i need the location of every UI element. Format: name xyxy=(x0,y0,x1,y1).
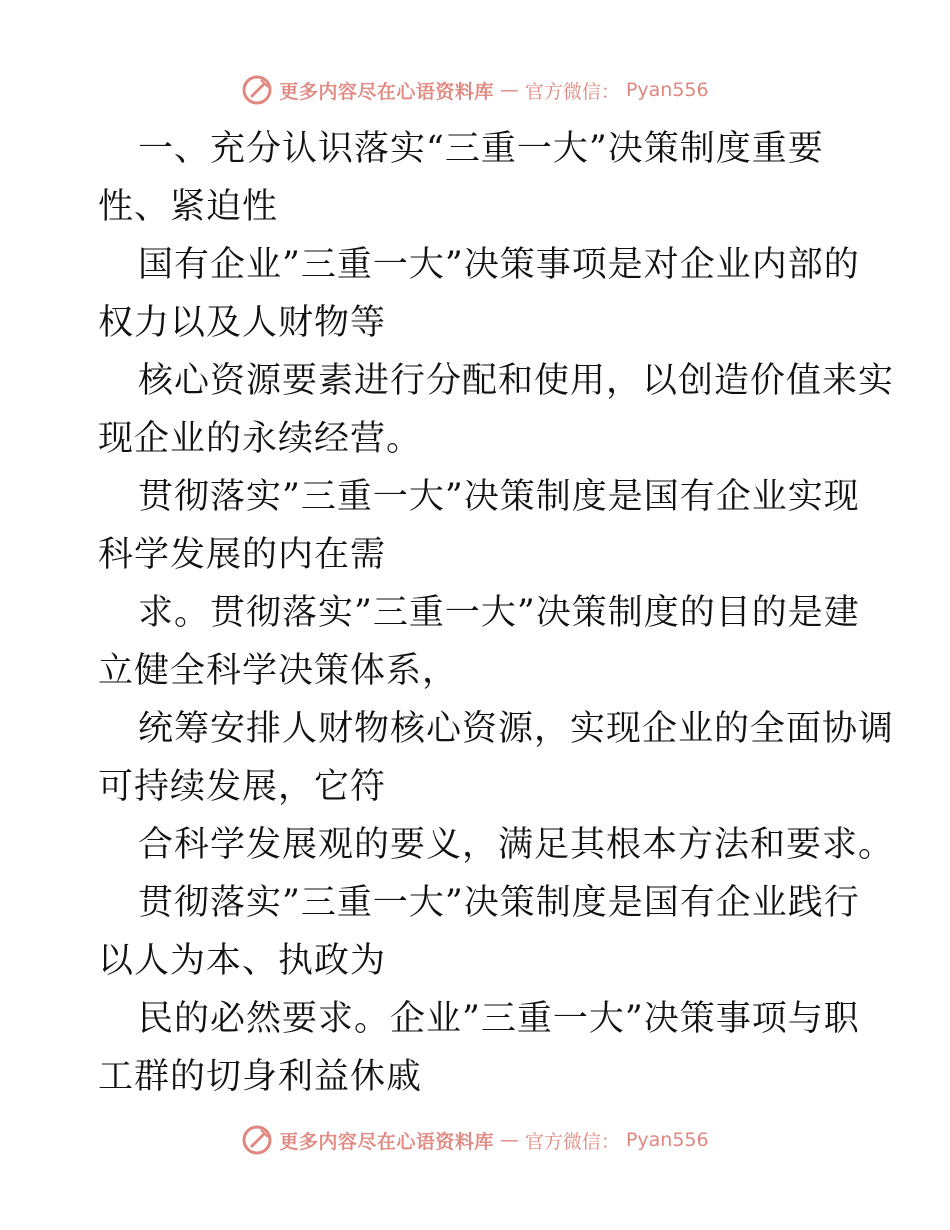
text-line: 立健全科学决策体系， xyxy=(98,651,459,691)
text-line: 合科学发展观的要义，满足其根本方法和要求。 xyxy=(138,825,895,865)
text-line: 统筹安排人财物核心资源，实现企业的全面协调 xyxy=(138,709,895,749)
banner-text: 更多内容尽在心语资料库 xyxy=(279,80,494,103)
text-line: 求。贯彻落实”三重一大”决策制度的目的是建 xyxy=(138,593,860,633)
wechat-id: Pyan556 xyxy=(625,1129,709,1151)
text-line: 民的必然要求。企业”三重一大”决策事项与职 xyxy=(138,999,860,1039)
footer-banner xyxy=(0,1120,950,1160)
text-line: 工群的切身利益休戚 xyxy=(98,1057,423,1097)
banner-text: 更多内容尽在心语资料库 xyxy=(279,1130,494,1153)
banner-separator: — xyxy=(499,79,519,101)
text-line: 贯彻落实”三重一大”决策制度是国有企业实现 xyxy=(138,477,860,517)
text-line: 权力以及人财物等 xyxy=(98,303,387,343)
text-line: 科学发展的内在需 xyxy=(98,535,387,575)
banner-separator: — xyxy=(499,1129,519,1151)
text-line: 一、充分认识落实“三重一大”决策制度重要 xyxy=(138,129,824,169)
document-body xyxy=(98,120,895,1106)
quill-logo-icon xyxy=(241,1124,273,1156)
text-line: 可持续发展，它符 xyxy=(98,767,387,807)
text-line: 核心资源要素进行分配和使用，以创造价值来实 xyxy=(138,361,895,401)
wechat-label: 官方微信： xyxy=(524,80,620,103)
wechat-id: Pyan556 xyxy=(625,79,709,101)
header-banner xyxy=(0,70,950,110)
wechat-label: 官方微信： xyxy=(524,1130,620,1153)
text-line: 以人为本、执政为 xyxy=(98,941,387,981)
text-line: 贯彻落实”三重一大”决策制度是国有企业践行 xyxy=(138,883,860,923)
quill-logo-icon xyxy=(241,74,273,106)
text-line: 国有企业”三重一大”决策事项是对企业内部的 xyxy=(138,245,860,285)
text-line: 性、紧迫性 xyxy=(98,187,279,227)
text-line: 现企业的永续经营。 xyxy=(98,419,423,459)
